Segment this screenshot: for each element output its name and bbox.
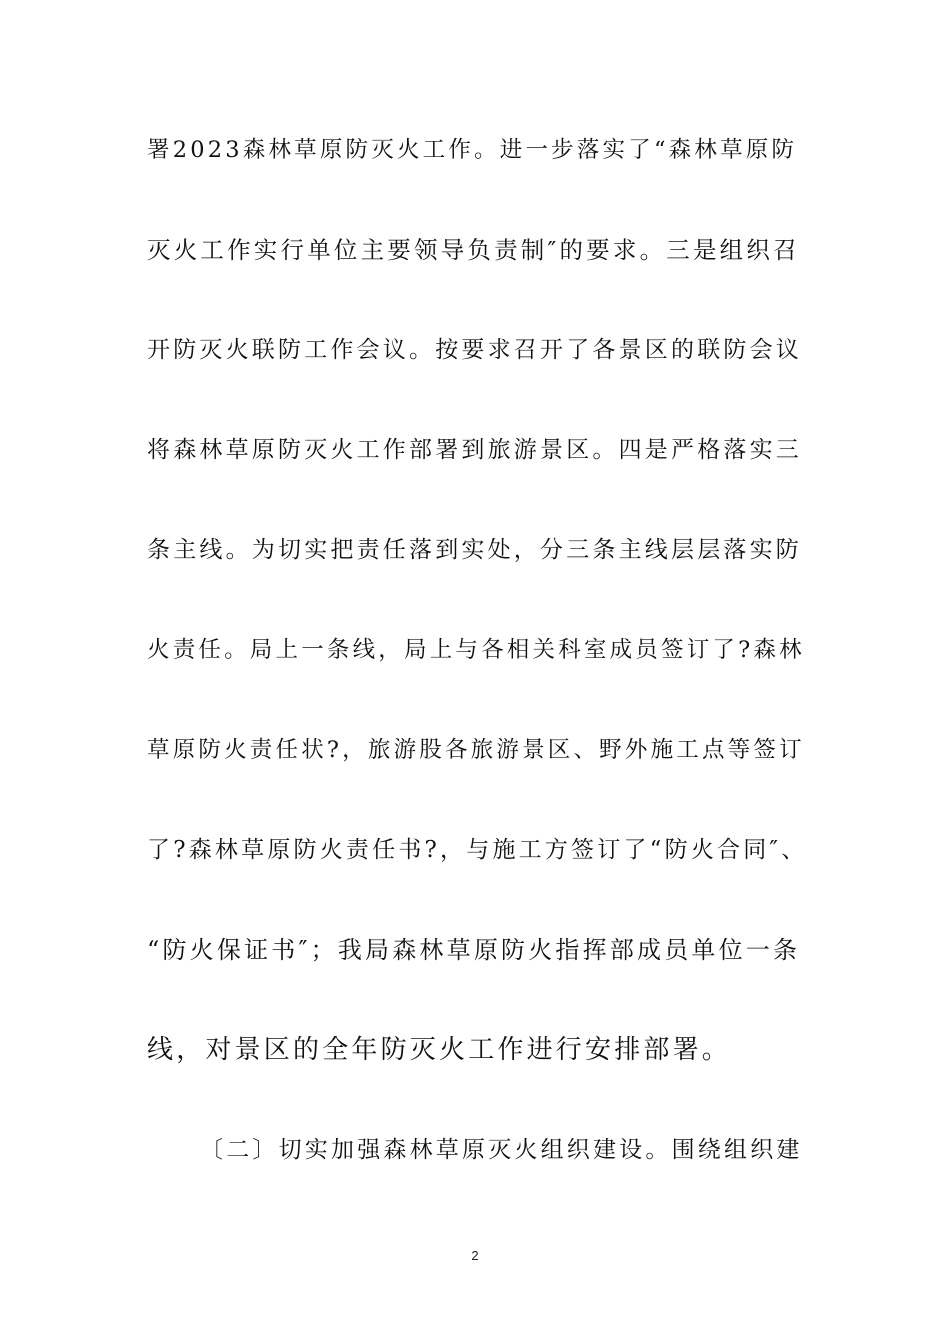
text-line-10: 线，对景区的全年防灭火工作进行安排部署。: [147, 1035, 732, 1065]
text-line-7: 草原防火责任状?，旅游股各旅游景区、野外施工点等签订: [147, 737, 805, 763]
text-line-3: 开防灭火联防工作会议。按要求召开了各景区的联防会议: [147, 337, 802, 363]
text-line-6: 火责任。局上一条线，局上与各相关科室成员签订了?森林: [147, 637, 805, 663]
text-line-1: 署2023森林草原防灭火工作。进一步落实了“森林草原防: [147, 137, 798, 163]
section-heading-line: 〔二〕切实加强森林草原灭火组织建设。围绕组织建: [200, 1137, 803, 1163]
page-number: 2: [471, 1248, 479, 1263]
text-line-8: 了?森林草原防火责任书?，与施工方签订了“防火合同″、: [147, 837, 808, 863]
text-line-9: “防火保证书″；我局森林草原防火指挥部成员单位一条: [147, 936, 801, 964]
text-line-5: 条主线。为切实把责任落到实处，分三条主线层层落实防: [147, 537, 802, 563]
text-line-4: 将森林草原防灭火工作部署到旅游景区。四是严格落实三: [147, 437, 802, 463]
text-line-2: 灭火工作实行单位主要领导负责制″的要求。三是组织召: [147, 236, 800, 264]
